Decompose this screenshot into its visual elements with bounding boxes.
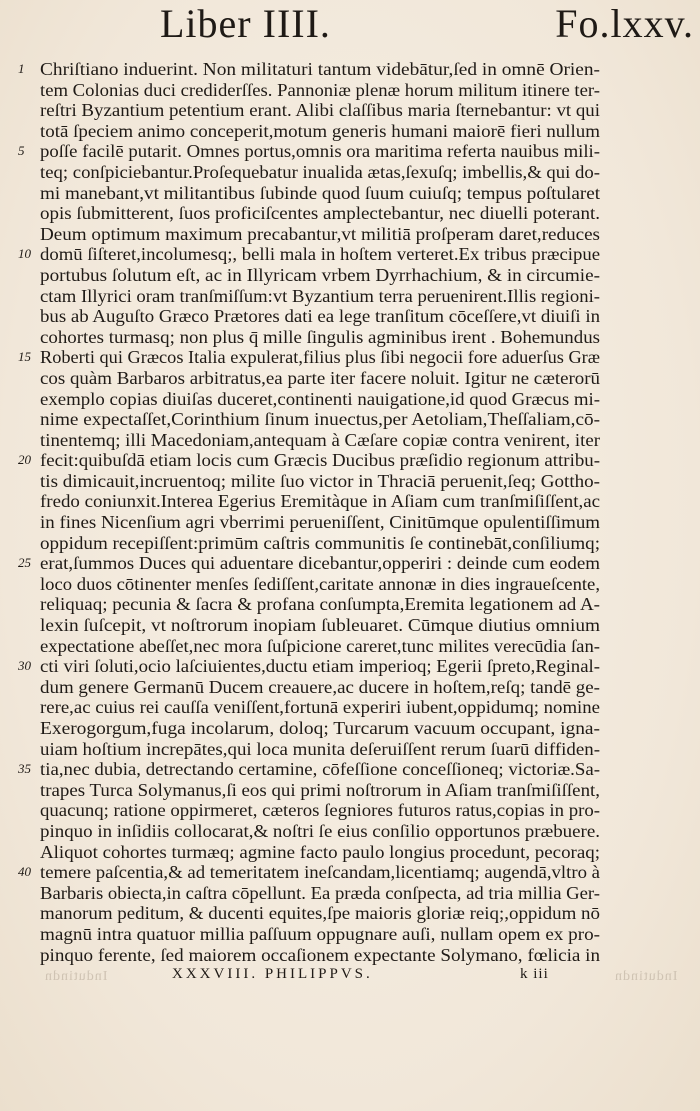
line-number: 10	[18, 246, 31, 262]
line-text: domū ſiſteret,incolumesq;, belli mala in hoſtem verteret.Ex tribus præcipue	[40, 244, 600, 265]
line-text: reſtri Byzantium petentium erant. Alibi claſſibus maria ſternebantur: vt qui	[40, 100, 600, 121]
text-line	[40, 800, 600, 821]
text-line	[40, 903, 600, 924]
text-line	[40, 224, 600, 245]
catchword-signature: XXXVIII. PHILIPPVS.	[172, 966, 373, 982]
text-line	[40, 491, 600, 512]
line-text: quacunq; ratione oppirmeret, cæteros ſegniores futuros ratus,copias in pro-	[40, 800, 600, 821]
line-text: mi manebant,vt militantibus ſubinde quod ſuum cuiuſq; tempus poſtularet	[40, 182, 600, 203]
line-text: dum genere Germanū Ducem creauere,ac ducere in hoſtem,reſq; tandē ge-	[40, 676, 600, 697]
line-text: Deum optimum maximum precabantur,vt militiā proſperam daret,reduces	[40, 223, 600, 244]
line-text: poſſe facilē putarit. Omnes portus,omnis ora maritima referta nauibus mili-	[40, 141, 600, 162]
text-line	[40, 286, 600, 307]
line-text: tis dimicauit,incruentoq; milite ſuo victor in Thraciā peruenit,ſeq; Gottho-	[40, 470, 600, 491]
line-text: Exerogorgum,fuga incolarum, doloq; Turcarum vacuum occupant, igna-	[40, 718, 600, 738]
text-line	[40, 780, 600, 801]
text-line	[40, 368, 600, 389]
line-text: tia,nec dubia, detrectando certamine, cōfeſſione conceſſioneq; victoriæ.Sa-	[40, 759, 600, 780]
text-line	[18, 553, 600, 574]
line-text: Roberti qui Græcos Italia expulerat,filius plus ſibi negocii fore aduerſus Græ	[40, 347, 600, 368]
text-line	[18, 59, 600, 80]
line-text: bus ab Auguſto Græco Prætores dati ea lege tranſitum cōceſſere,vt diuiſi in	[40, 306, 600, 327]
line-number: 20	[18, 452, 31, 468]
text-line	[18, 759, 600, 780]
text-line	[18, 347, 600, 368]
text-line	[40, 821, 600, 842]
page-footer	[0, 966, 700, 990]
text-line	[40, 389, 600, 410]
text-line	[18, 656, 600, 677]
line-text: fecit:quibuſdā etiam locis cum Græcis Ducibus præſidio regionum attribu-	[40, 450, 600, 471]
text-line	[40, 739, 600, 760]
text-line	[40, 183, 600, 204]
line-text: tem Colonias duci crediderſſes. Pannoniæ plenæ horum militum itinere ter-	[40, 79, 600, 100]
line-text: totā ſpeciem animo conceperit,motum generis humani maiorē fieri nullum	[40, 120, 600, 141]
show-through-text: Indutindn	[44, 969, 108, 984]
line-number: 15	[18, 349, 31, 365]
text-line	[40, 677, 600, 698]
text-line	[40, 718, 600, 739]
text-line	[40, 306, 600, 327]
line-text: reliquaq; pecunia & ſacra & profana conſumpta,Eremita legationem ad A-	[40, 594, 600, 615]
text-line	[40, 883, 600, 904]
line-number: 40	[18, 864, 31, 880]
text-line	[40, 533, 600, 554]
text-line	[40, 203, 600, 224]
line-text: Barbaris obiecta,in caſtra cōpellunt. Ea præda conſpecta, ad tria millia Ger-	[40, 882, 600, 903]
line-text: cos quàm Barbaros arbitratus,ea parte iter facere noluit. Igitur ne cæterorū	[40, 367, 600, 388]
line-text: in fines Nicenſium agri vberrimi perueniſſent, Cinitūmque opulentiſſimum	[40, 512, 600, 533]
text-line	[40, 842, 600, 863]
line-text: cohortes turmasq; non plus q̄ mille ſingulis agminibus irent . Bohemundus	[40, 326, 600, 347]
line-text: exemplo copias diuiſas duceret,continenti nauigatione,id quod Græcus mi-	[40, 388, 600, 409]
line-text: fredo coniunxit.Interea Egerius Eremitàque in Aſiam cum tranſmiſiſſent,ac	[40, 491, 600, 512]
text-line	[40, 430, 600, 451]
text-line	[40, 636, 600, 657]
line-text: Aliquot cohortes turmæq; agmine facto paulo longius procedunt, pecoraq;	[40, 841, 600, 862]
line-text: nime expectaſſet,Corinthium ſinum inuectus,per Aetoliam,Theſſaliam,cō-	[40, 409, 600, 430]
line-text: portubus ſolutum eſt, ac in Illyricam vrbem Dyrrhachium, & in circumie-	[40, 264, 600, 285]
line-text: uiam hoſtium increpātes,qui loca munita deſeruiſſent rerum ſuarū diffiden-	[40, 738, 600, 759]
line-text: temere paſcentia,& ad temeritatem ineſcandam,licentiamq; augendā,vltro à	[40, 862, 600, 883]
line-text: lexin ſuſcepit, vt noſtrorum inopiam ſubleuaret. Cūmque diutius omnium	[40, 615, 600, 636]
book-title: Liber IIII.	[160, 1, 331, 46]
line-text: manorum peditum, & ducenti equites,ſpe maioris gloriæ reiq;,oppidum nō	[40, 903, 600, 924]
text-line	[40, 100, 600, 121]
line-text: tinentemq; illi Macedoniam,antequam à Cæſare copiæ contra venirent, iter	[40, 429, 600, 450]
line-text: erat,ſummos Duces qui aduentare dicebantur,opperiri : deinde cum eodem	[40, 553, 600, 574]
body-text	[18, 59, 600, 965]
show-through-text: Indutindn	[614, 969, 678, 984]
line-text: trapes Turca Solymanus,ſi eos qui primi noſtrorum in Aſiam tranſmiſiſſent,	[40, 779, 600, 800]
text-line	[40, 121, 600, 142]
line-text: opis ſubmitterent, ſuos proficiſcentes amplectebantur, nec diuelli poterant.	[40, 203, 600, 224]
text-line	[40, 162, 600, 183]
line-text: ctam Illyrici oram tranſmiſſum:vt Byzantium terra peruenirent.Illis regioni-	[40, 285, 600, 306]
text-line	[40, 924, 600, 945]
text-line	[40, 594, 600, 615]
line-text: oppidum recepiſſent:primūm caſtris communitis ſe continebāt,conſiliumq;	[40, 532, 600, 553]
text-line	[40, 945, 600, 966]
line-text: pinquo ferente, ſed maiorem occaſionem expectante Solymano, fœlicia in	[40, 944, 600, 965]
line-number: 1	[18, 61, 25, 76]
line-text: cti viri ſoluti,ocio laſciuientes,ductu etiam imperioq; Egerii ſpreto,Reginal-	[40, 656, 600, 677]
text-line	[40, 265, 600, 286]
text-line	[40, 697, 600, 718]
line-text: loco duos cōtinenter menſes ſediſſent,caritate annonæ in dies ingraueſcente,	[40, 573, 600, 594]
text-line	[18, 450, 600, 471]
line-text: pinquo in inſidiis collocarat,& noſtri ſe eius conſilio opportunos præbuere.	[40, 820, 600, 841]
line-text: rere,ac cuius rei cauſſa veniſſent,fortunā experiri iubent,oppidumq; nomine	[40, 697, 600, 718]
text-line	[18, 141, 600, 162]
folio-number: Fo.lxxv.	[555, 1, 694, 46]
text-line	[40, 471, 600, 492]
line-text: magnū intra quatuor millia paſſuum oppugnare auſi, nullam opem ex pro-	[40, 923, 600, 944]
line-number: 25	[18, 555, 31, 571]
line-text: teq; conſpiciebantur.Proſequebatur inualida ætas,ſexuſq; imbellis,& qui do-	[40, 161, 600, 182]
line-number: 5	[18, 143, 25, 159]
line-text: Chriſtiano induerint. Non militaturi tantum videbātur,ſed in omnē Orien-	[40, 59, 600, 79]
text-line	[40, 327, 600, 348]
text-line	[40, 80, 600, 101]
running-header	[0, 0, 700, 48]
text-line	[40, 409, 600, 430]
text-line	[40, 574, 600, 595]
text-line	[18, 244, 600, 265]
text-line	[40, 615, 600, 636]
text-line	[18, 862, 600, 883]
line-text: expectatione abeſſet,nec mora ſuſpicione careret,tunc milites verecūdia ſan-	[40, 635, 600, 656]
signature-mark: k iii	[520, 966, 549, 982]
line-number: 35	[18, 761, 31, 777]
line-number: 30	[18, 658, 31, 674]
text-line	[40, 512, 600, 533]
